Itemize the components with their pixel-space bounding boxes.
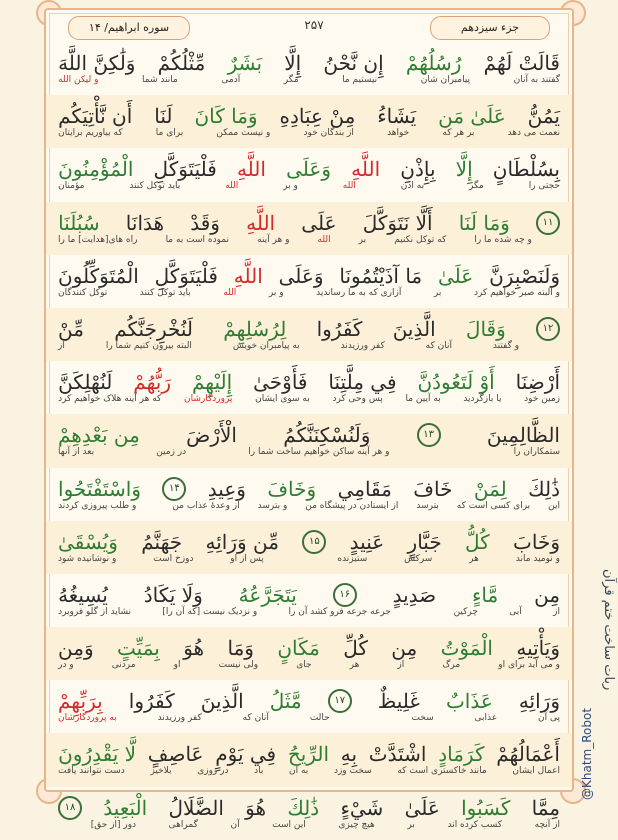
translation-word: راه های[هدایت] ما را — [58, 234, 138, 245]
arabic-words — [58, 787, 560, 820]
translation-word: به سوی ایشان — [255, 394, 310, 405]
verse-line — [46, 42, 572, 95]
arabic-word: الْمُؤْمِنُونَ — [58, 157, 134, 182]
arabic-word: وَلَنَصْبِرَنَّ — [489, 263, 560, 288]
persian-translation — [58, 766, 560, 782]
translation-word: برای کسی است که — [456, 500, 531, 511]
translation-word: و گفتند — [492, 340, 520, 351]
arabic-word: هُوَ — [245, 795, 267, 820]
arabic-word: بِسُلْطَانٍ — [492, 157, 560, 182]
translation-word: بر هر که — [442, 128, 475, 139]
translation-word: به پیامبران خویش — [232, 340, 300, 351]
arabic-word: لَنُخْرِجَنَّكُم — [114, 316, 194, 341]
translation-word: و هر آینه — [257, 234, 290, 245]
arabic-word: وَيَأْتِيهِ — [516, 636, 560, 661]
translation-word: و البته صبر خواهیم کرد — [473, 287, 560, 298]
arabic-word: الَّذِينَ — [200, 689, 244, 714]
translation-word: جای — [296, 660, 312, 671]
translation-word: آن — [230, 819, 240, 830]
translation-word: گمراهی — [168, 819, 198, 830]
translation-word: مانند خاکستری است که — [397, 766, 487, 777]
arabic-word: مِن بَعْدِهِمْ — [58, 423, 140, 448]
translation-word: دست نتوانند یافت — [58, 766, 125, 777]
arabic-words — [58, 574, 560, 607]
ayah-number-marker: ۱۳ — [417, 423, 441, 447]
arabic-word: فِي مِلَّتِنَا — [328, 370, 397, 395]
translation-word: از وعدهٔ عذاب من — [172, 500, 240, 511]
translation-word: حالت — [309, 713, 330, 724]
translation-word: و بر — [283, 181, 298, 192]
translation-word: پس وحی کرد — [332, 394, 383, 405]
arabic-words — [58, 627, 560, 660]
translation-word: بعد از آنها — [58, 447, 95, 458]
arabic-words — [58, 148, 560, 181]
persian-translation — [58, 447, 560, 463]
translation-word: مؤمنان — [58, 181, 85, 192]
translation-word: نشاید از گلو فروبرد — [58, 606, 132, 617]
translation-word: آنان که — [242, 713, 269, 724]
arabic-word: إِلَّا — [284, 51, 302, 75]
arabic-words — [58, 202, 560, 235]
persian-translation — [58, 341, 560, 357]
arabic-word: وَلَا يَكَادُ — [143, 582, 203, 607]
translation-word: ستیزنده — [337, 553, 368, 564]
verse-line — [46, 680, 572, 733]
translation-word: مرگ — [442, 660, 461, 671]
persian-translation — [58, 235, 560, 251]
arabic-word: اللَّهِ — [351, 157, 381, 182]
translation-word: و بر — [268, 287, 284, 298]
arabic-word: مَقَامِي — [337, 476, 392, 501]
arabic-word: لَنُهْلِكَنَّ — [58, 370, 113, 395]
verse-line — [46, 627, 572, 680]
arabic-word: الْمُتَوَكِّلُونَ — [58, 263, 139, 288]
arabic-word: وَيُسْقَىٰ — [58, 529, 118, 554]
arabic-word: وَقَالَ — [465, 316, 506, 341]
juz-label: جزء سیزدهم — [430, 16, 550, 40]
translation-word: به پروردگارشان — [58, 713, 117, 724]
translation-word: که بیاوریم برایتان — [58, 128, 123, 139]
arabic-word: بِمَيِّتٍ — [117, 636, 160, 661]
translation-word: اعمال ایشان — [512, 766, 560, 777]
arabic-word: كَرَمَادٍ — [438, 742, 485, 767]
translation-word: به اذن — [400, 181, 425, 192]
arabic-word: مِّن وَرَائِهِ — [205, 529, 279, 554]
arabic-word: إِلَّا — [455, 157, 473, 182]
arabic-words — [58, 521, 560, 554]
translation-word: پی آن — [538, 713, 560, 724]
translation-word: و طلب پیروزی کردند — [58, 500, 137, 511]
arabic-word: بِإِذْنِ — [400, 157, 436, 182]
arabic-word: الظَّالِمِينَ — [486, 423, 560, 448]
arabic-word: عَذَابٌ — [445, 689, 493, 714]
translation-word: و می آید برای او — [498, 660, 560, 671]
arabic-word: رَبُّهُمْ — [133, 370, 172, 395]
translation-word: باد — [254, 766, 264, 777]
persian-translation — [58, 75, 560, 91]
ayah-number-marker: ۱۱ — [536, 211, 560, 235]
translation-word: الله — [223, 287, 237, 298]
side-channel-text: ربات ساخت ختم قرآن — [601, 569, 616, 691]
page-number: ۲۵۷ — [304, 18, 324, 32]
translation-word: و نومید ماند — [515, 553, 560, 564]
arabic-word: مَا آذَيْتُمُونَا — [339, 263, 423, 288]
translation-word: نیستیم ما — [342, 75, 378, 85]
arabic-word: سُبُلَنَا — [58, 210, 100, 235]
translation-word: از — [397, 660, 405, 671]
arabic-word: خَافَ — [413, 476, 453, 501]
persian-translation — [58, 181, 560, 197]
arabic-word: فِي يَوْمٍ — [215, 742, 277, 767]
translation-word: و چه شده ما را — [474, 234, 532, 245]
verse-line — [46, 95, 572, 148]
arabic-word: اللَّهِ — [246, 210, 276, 235]
arabic-words — [58, 308, 560, 341]
arabic-word: وَقَدْ — [190, 210, 220, 235]
arabic-word: الضَّلَالُ — [168, 795, 224, 820]
arabic-word: الَّذِينَ — [392, 316, 436, 341]
ayah-number-marker: ۱۶ — [333, 583, 357, 607]
arabic-words — [58, 361, 560, 394]
arabic-word: قَالَتْ لَهُمْ — [483, 51, 560, 75]
translation-word: مانند شما — [142, 75, 178, 85]
arabic-word: بَشَرٌ — [227, 51, 263, 75]
arabic-word: فَأَوْحَىٰ — [253, 370, 308, 395]
translation-word: او — [173, 660, 181, 671]
arabic-word: صَدِيدٍ — [392, 582, 437, 607]
arabic-word: رُسُلُهُمْ — [405, 51, 462, 75]
translation-word: سرکش — [404, 553, 433, 564]
verse-line — [46, 468, 572, 521]
translation-word: آبی — [509, 606, 522, 617]
persian-translation — [58, 288, 560, 304]
arabic-word: كَسَبُوا — [461, 795, 511, 820]
translation-word: از آنچه — [534, 819, 560, 830]
translation-word: نعمت می دهد — [507, 128, 560, 139]
arabic-word: الْبَعِيدُ — [103, 795, 148, 820]
translation-word: هیچ چیزی — [338, 819, 375, 830]
verse-line — [46, 202, 572, 255]
arabic-words — [58, 42, 560, 75]
arabic-words — [58, 733, 560, 766]
translation-word: بر — [407, 819, 415, 830]
translation-word: برای ما — [155, 128, 184, 139]
translation-word: و نزدیک نیست [که آن را] — [162, 606, 258, 617]
verse-lines — [46, 42, 572, 840]
arabic-word: لِرُسُلِهِمْ — [223, 316, 287, 341]
arabic-word: وَاسْتَفْتَحُوا — [58, 476, 142, 501]
surah-label: سوره ابراهیم/ ۱۴ — [68, 16, 190, 40]
persian-translation — [58, 607, 560, 623]
translation-word: بلاخیز — [150, 766, 172, 777]
translation-word: مردنی — [111, 660, 136, 671]
translation-word: البته بیرون کنیم شما را — [105, 340, 192, 351]
arabic-word: إِن نَّحْنُ — [323, 51, 384, 75]
translation-word: توکل کنندگان — [58, 287, 108, 298]
verse-line — [46, 361, 572, 414]
arabic-word: وَمَا — [227, 636, 254, 661]
arabic-words — [58, 468, 560, 501]
persian-translation — [58, 501, 560, 517]
translation-word: الله — [342, 181, 356, 192]
verse-line — [46, 787, 572, 840]
arabic-word: وَمَا لَنَا — [458, 210, 510, 235]
translation-word: چرکین — [453, 606, 478, 617]
ayah-number-marker: ۱۲ — [536, 317, 560, 341]
verse-line — [46, 521, 572, 574]
arabic-word: يَمُنُّ — [527, 104, 560, 129]
verse-line — [46, 733, 572, 786]
ayah-number-marker: ۱۴ — [162, 477, 186, 501]
translation-word: پروردگارشان — [184, 394, 233, 405]
translation-word: از بندگان خود — [303, 128, 354, 139]
arabic-word: أَعْمَالُهُمْ — [496, 742, 560, 767]
translation-word: خواهد — [387, 128, 410, 139]
translation-word: بترسد — [416, 500, 439, 511]
arabic-word: اللَّهِ — [236, 157, 266, 182]
arabic-word: وَلَٰكِنَّ اللَّهَ — [58, 51, 136, 75]
translation-word: دور [از حق] — [90, 819, 137, 830]
verse-line — [46, 574, 572, 627]
arabic-word: مِّثْلُكُمْ — [157, 51, 206, 75]
translation-word: و نیست ممکن — [216, 128, 271, 139]
translation-word: مگر — [283, 75, 299, 85]
arabic-word: كَفَرُوا — [316, 316, 363, 341]
translation-word: و هر آینه ساکن خواهیم ساخت شما را — [248, 447, 390, 458]
arabic-word: كُلُّ — [465, 529, 490, 554]
translation-word: از — [553, 606, 560, 617]
arabic-word: وَخَافَ — [267, 476, 317, 501]
translation-word: پس از او — [230, 553, 264, 564]
translation-word: که توکل نکنیم — [394, 234, 447, 245]
translation-word: و نوشانیده شود — [58, 553, 117, 564]
arabic-word: لِمَنْ — [473, 476, 507, 501]
translation-word: این است — [272, 819, 306, 830]
translation-word: این — [548, 500, 560, 511]
arabic-word: مِمَّا — [531, 795, 560, 820]
arabic-word: فَلْيَتَوَكَّلِ — [153, 157, 217, 182]
translation-word: زمین خود — [524, 394, 560, 405]
translation-word: از ایستادن در پیشگاه من — [305, 500, 399, 511]
translation-word: سخت — [411, 713, 434, 724]
translation-word: بر — [433, 287, 442, 298]
arabic-word: كَفَرُوا — [128, 689, 175, 714]
translation-word: از — [58, 340, 65, 351]
verse-line — [46, 414, 572, 467]
translation-word: الله — [317, 234, 331, 245]
arabic-word: إِلَيْهِمْ — [191, 370, 233, 395]
arabic-word: مِن — [391, 636, 418, 661]
persian-translation — [58, 394, 560, 410]
arabic-word: بِرَبِّهِمْ — [58, 689, 103, 714]
translation-word: هر — [349, 660, 360, 671]
persian-translation — [58, 713, 560, 729]
translation-word: در روزی — [197, 766, 229, 777]
translation-word: به آیین ما — [405, 394, 441, 405]
translation-word: مگر — [469, 181, 484, 192]
translation-word: باید توکل کنند — [129, 181, 181, 192]
translation-word: و لیکن الله — [58, 75, 99, 85]
arabic-word: فَلْيَتَوَكَّلِ — [154, 263, 218, 288]
translation-word: ولی نیست — [218, 660, 259, 671]
ayah-number-marker: ۱۵ — [302, 530, 326, 554]
arabic-word: يَتَجَرَّعُهُ — [238, 582, 297, 607]
arabic-word: جَبَّارٍ — [407, 529, 442, 554]
arabic-word: شَيْءٍ — [340, 795, 384, 820]
persian-translation — [58, 554, 560, 570]
translation-word: در زمین — [156, 447, 187, 458]
arabic-word: الْأَرْضَ — [186, 423, 237, 448]
translation-word: هر — [469, 553, 479, 564]
verse-line — [46, 308, 572, 361]
translation-word: به آن — [289, 766, 309, 777]
arabic-word: مَكَانٍ — [277, 636, 320, 661]
arabic-word: وَرَائِهِ — [518, 689, 560, 714]
verse-line — [46, 255, 572, 308]
arabic-word: الرِّيحُ — [287, 742, 330, 767]
translation-word: آدمی — [221, 75, 241, 85]
arabic-word: يَشَاءُ — [377, 104, 417, 129]
arabic-words — [58, 255, 560, 288]
arabic-word: لَنَا — [154, 104, 173, 129]
translation-word: و بترسد — [257, 500, 288, 511]
translation-word: دوزخ است — [153, 553, 194, 564]
arabic-word: أَرْضِنَا — [515, 370, 560, 395]
arabic-word: هُوَ — [183, 636, 205, 661]
translation-word: سخت وزد — [333, 766, 372, 777]
translation-word: آزاری که به ما رساندید — [316, 287, 402, 298]
translation-word: باید توکل کنند — [139, 287, 191, 298]
arabic-word: لَّا يَقْدِرُونَ — [58, 742, 137, 767]
arabic-word: هَدَانَا — [125, 210, 165, 235]
persian-translation — [58, 128, 560, 144]
translation-word: کفر ورزیدند — [157, 713, 202, 724]
arabic-word: مِنْ عِبَادِهِ — [279, 104, 356, 129]
arabic-word: وَمَا كَانَ — [194, 104, 258, 129]
arabic-word: مَّاءٍ — [471, 582, 499, 607]
arabic-word: عَنِيدٍ — [349, 529, 385, 554]
translation-word: عذابی — [474, 713, 498, 724]
ayah-number-marker: ۱۸ — [58, 796, 82, 820]
arabic-word: وَمِن — [58, 636, 94, 661]
translation-word: نموده است به ما — [165, 234, 229, 245]
translation-word: که هر آینه هلاک خواهیم کرد — [58, 394, 162, 405]
arabic-word: بِهِ — [340, 742, 358, 767]
arabic-word: مَّثَلُ — [269, 689, 302, 714]
arabic-word: يُسِيغُهُ — [58, 582, 108, 607]
arabic-word: ذَٰلِكَ — [287, 795, 320, 820]
translation-word: کسب کرده اند — [447, 819, 503, 830]
page-header — [46, 16, 572, 38]
arabic-word: وَخَابَ — [513, 529, 560, 554]
arabic-words — [58, 95, 560, 128]
arabic-word: عَاصِفٍ — [147, 742, 204, 767]
arabic-word: وَعَلَى — [278, 263, 324, 288]
translation-word: پیامبران شان — [420, 75, 471, 85]
arabic-word: ذَٰلِكَ — [528, 476, 560, 501]
arabic-words — [58, 414, 560, 447]
persian-translation — [58, 820, 560, 836]
translation-word: الله — [225, 181, 239, 192]
translation-word: کفر ورزیدند — [340, 340, 385, 351]
arabic-word: وَعَلَى — [286, 157, 331, 182]
arabic-word: أَلَّا نَتَوَكَّلَ — [362, 210, 433, 235]
arabic-word: أَوْ لَتَعُودُنَّ — [417, 370, 495, 395]
translation-word: آنان که — [425, 340, 452, 351]
arabic-word: اللَّهِ — [233, 263, 263, 288]
persian-translation — [58, 660, 560, 676]
arabic-word: مِّنْ — [58, 316, 84, 341]
translation-word: بر — [358, 234, 367, 245]
arabic-word: غَلِيظٌ — [377, 689, 420, 714]
arabic-word: عَلَىٰ مَن — [438, 104, 506, 129]
arabic-word: اشْتَدَّتْ — [368, 742, 427, 767]
arabic-word: عَلَى — [301, 210, 337, 235]
arabic-words — [58, 680, 560, 713]
arabic-word: عَلَىٰ — [438, 263, 474, 288]
arabic-word: كُلِّ — [343, 636, 368, 661]
arabic-word: أَن نَّأْتِيَكُم — [58, 104, 133, 129]
arabic-word: وَلَنُسْكِنَنَّكُمُ — [283, 423, 371, 448]
translation-word: گفتند به آنان — [513, 75, 560, 85]
translation-word: ستمکاران را — [513, 447, 560, 458]
translation-word: جرعه جرعه فرو کشد آن را — [288, 606, 391, 617]
translation-word: حجتی را — [528, 181, 560, 192]
page-frame — [44, 8, 574, 830]
verse-line — [46, 148, 572, 201]
arabic-word: مِن — [534, 582, 560, 607]
arabic-word: الْمَوْتُ — [440, 636, 493, 661]
side-handle-text[interactable]: @Khatm_Robot — [580, 707, 594, 800]
ayah-number-marker: ۱۷ — [328, 689, 352, 713]
arabic-word: جَهَنَّمُ — [141, 529, 183, 554]
arabic-word: وَعِيدِ — [207, 476, 246, 501]
translation-word: و در — [58, 660, 74, 671]
arabic-word: عَلَىٰ — [404, 795, 440, 820]
translation-word: یا بازگردید — [463, 394, 502, 405]
